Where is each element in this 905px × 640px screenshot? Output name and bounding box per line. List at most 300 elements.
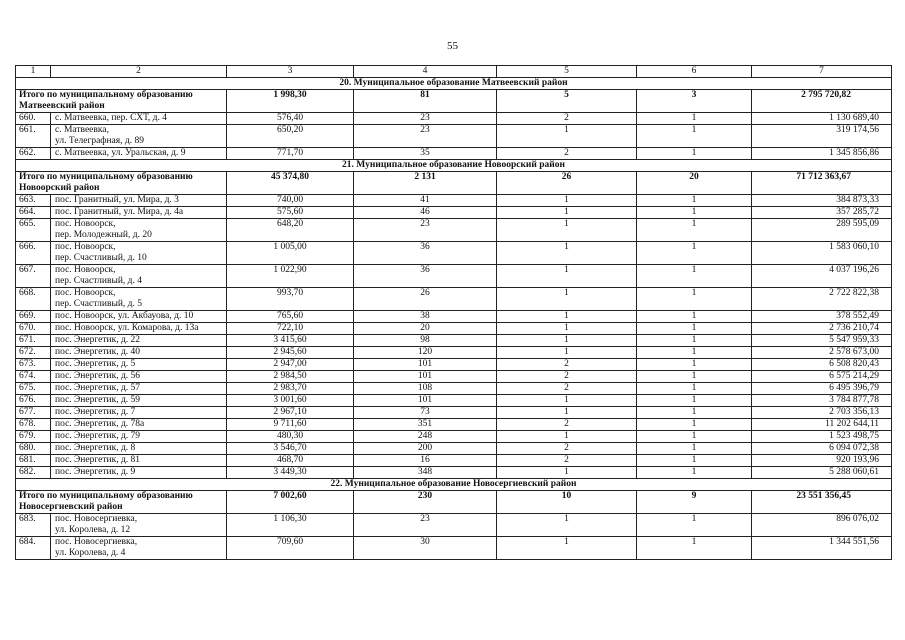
row-col6 (637, 514, 752, 537)
row-cost (752, 242, 892, 265)
column-header: 1 (16, 66, 51, 78)
table-body (16, 66, 892, 560)
column-header-row (16, 66, 892, 78)
row-residents-text: 98 (420, 335, 430, 345)
row-area-text: 2 947,00 (273, 359, 307, 369)
row-address-text: пос. Энергетик, д. 79 (55, 431, 141, 441)
row-address (51, 148, 227, 160)
row-number (16, 265, 51, 288)
row-cost-text: 1 344 551,56 (829, 537, 879, 547)
row-cost-text: 1 523 498,75 (829, 431, 879, 441)
table-row (16, 359, 892, 371)
total-col5-text: 5 (564, 90, 569, 100)
row-col5-text: 1 (564, 514, 569, 524)
row-residents (354, 207, 497, 219)
row-cost-text: 2 722 822,38 (829, 288, 879, 298)
row-residents-text: 23 (420, 113, 430, 123)
section-title-row (16, 479, 892, 491)
row-address-text: пос. Новоорск, (55, 288, 116, 298)
row-col5-text: 1 (564, 219, 569, 229)
row-number-text: 663. (19, 195, 36, 205)
row-number-text: 679. (19, 431, 36, 441)
table-row (16, 455, 892, 467)
row-col6-text: 1 (691, 335, 697, 345)
row-cost (752, 514, 892, 537)
row-address-text: пос. Энергетик, д. 5 (55, 359, 136, 369)
total-label (16, 491, 227, 514)
row-area (227, 288, 354, 311)
row-area (227, 242, 354, 265)
row-col6-text: 1 (691, 537, 697, 547)
row-address-text: пос. Новоорск, (55, 219, 116, 229)
table-row (16, 125, 892, 148)
row-number-text: 680. (19, 443, 36, 453)
row-number-text: 660. (19, 113, 36, 123)
row-number (16, 431, 51, 443)
row-residents-text: 16 (420, 455, 430, 465)
row-residents (354, 443, 497, 455)
row-col5 (497, 311, 637, 323)
row-cost-text: 357 285,72 (836, 207, 879, 217)
row-area-text: 576,40 (276, 113, 304, 123)
row-col6 (637, 125, 752, 148)
row-col6-text: 1 (691, 407, 697, 417)
row-col6-text: 1 (691, 113, 697, 123)
row-col5-text: 2 (564, 419, 569, 429)
table-row (16, 407, 892, 419)
total-cost (752, 90, 892, 113)
total-col5-text: 10 (561, 491, 572, 501)
total-label-text: Новосергиевский район (19, 502, 123, 512)
row-number-text: 668. (19, 288, 36, 298)
row-area-text: 709,60 (276, 537, 304, 547)
row-col6 (637, 371, 752, 383)
row-address (51, 419, 227, 431)
row-cost-text: 4 037 196,26 (829, 265, 879, 275)
row-col5 (497, 148, 637, 160)
row-address (51, 311, 227, 323)
row-col5-text: 2 (564, 443, 569, 453)
row-area (227, 514, 354, 537)
row-residents-text: 30 (420, 537, 430, 547)
row-cost (752, 125, 892, 148)
row-number (16, 347, 51, 359)
row-area-text: 3 415,60 (273, 335, 307, 345)
total-col6 (637, 90, 752, 113)
row-cost-text: 920 193,96 (836, 455, 879, 465)
row-cost-text: 5 288 060,61 (829, 467, 879, 477)
table-row (16, 219, 892, 242)
row-area-text: 3 546,70 (273, 443, 307, 453)
row-cost (752, 323, 892, 335)
row-area (227, 148, 354, 160)
row-address-text: пос. Новосергиевка, (55, 537, 138, 547)
total-col5 (497, 172, 637, 195)
table-row (16, 323, 892, 335)
row-col6 (637, 323, 752, 335)
section-title (16, 160, 892, 172)
row-cost-text: 319 174,56 (836, 125, 879, 135)
total-col5 (497, 90, 637, 113)
row-area-text: 740,00 (276, 195, 304, 205)
row-number-text: 669. (19, 311, 36, 321)
row-address (51, 443, 227, 455)
row-cost-text: 6 495 396,79 (829, 383, 879, 393)
row-address-text: ул. Королева, д. 4 (55, 548, 126, 558)
row-col6-text: 1 (691, 288, 697, 298)
row-address (51, 359, 227, 371)
row-cost-text: 6 508 820,43 (829, 359, 879, 369)
row-cost-text: 289 595,09 (836, 219, 879, 229)
row-residents-text: 351 (417, 419, 433, 429)
row-number (16, 288, 51, 311)
row-address-text: пос. Энергетик, д. 59 (55, 395, 141, 405)
row-col6-text: 1 (691, 311, 697, 321)
total-cost-text: 23 551 356,45 (796, 491, 851, 501)
row-area-text: 3 001,60 (273, 395, 307, 405)
row-address-text: с. Матвеевка, пер. СХТ, д. 4 (55, 113, 168, 123)
row-col6-text: 1 (691, 125, 697, 135)
row-address-text: пос. Энергетик, д. 56 (55, 371, 141, 381)
row-col5-text: 1 (564, 311, 569, 321)
row-residents (354, 537, 497, 560)
row-cost (752, 195, 892, 207)
row-cost (752, 443, 892, 455)
row-residents (354, 407, 497, 419)
row-col5 (497, 467, 637, 479)
row-number (16, 219, 51, 242)
row-area (227, 265, 354, 288)
row-number (16, 383, 51, 395)
total-residents-text: 230 (417, 491, 433, 501)
row-col5-text: 1 (564, 195, 569, 205)
row-address (51, 407, 227, 419)
row-col5 (497, 431, 637, 443)
table-row (16, 265, 892, 288)
row-col5-text: 2 (564, 371, 569, 381)
column-header: 2 (51, 66, 227, 78)
row-col5 (497, 455, 637, 467)
row-number-text: 684. (19, 537, 36, 547)
row-col6 (637, 455, 752, 467)
total-area-text: 7 002,60 (273, 491, 307, 501)
row-area (227, 347, 354, 359)
row-number-text: 683. (19, 514, 36, 524)
row-address-text: пос. Энергетик, д. 22 (55, 335, 141, 345)
row-residents-text: 248 (417, 431, 433, 441)
row-address-text: с. Матвеевка, (55, 125, 109, 135)
row-number (16, 207, 51, 219)
row-area (227, 207, 354, 219)
row-cost (752, 407, 892, 419)
row-col5-text: 1 (564, 207, 569, 217)
table-row (16, 148, 892, 160)
row-col6-text: 1 (691, 148, 697, 158)
table-row (16, 288, 892, 311)
row-area-text: 468,70 (276, 455, 304, 465)
table-row (16, 242, 892, 265)
row-address (51, 431, 227, 443)
row-address (51, 514, 227, 537)
row-residents (354, 335, 497, 347)
total-label (16, 172, 227, 195)
row-address (51, 288, 227, 311)
total-cost-text: 2 795 720,82 (801, 90, 851, 100)
row-residents (354, 359, 497, 371)
row-col5 (497, 207, 637, 219)
row-col6 (637, 537, 752, 560)
row-address-text: пос. Энергетик, д. 57 (55, 383, 141, 393)
row-col5 (497, 371, 637, 383)
row-cost-text: 3 784 877,78 (829, 395, 879, 405)
row-cost (752, 371, 892, 383)
row-col5-text: 1 (564, 265, 569, 275)
row-area-text: 2 967,10 (273, 407, 307, 417)
row-col6 (637, 148, 752, 160)
row-residents-text: 26 (420, 288, 430, 298)
row-number-text: 671. (19, 335, 36, 345)
row-address (51, 537, 227, 560)
row-address (51, 207, 227, 219)
row-cost (752, 359, 892, 371)
row-residents-text: 108 (417, 383, 433, 393)
row-cost (752, 431, 892, 443)
row-area-text: 1 022,90 (273, 265, 307, 275)
row-residents (354, 419, 497, 431)
row-residents (354, 148, 497, 160)
row-residents-text: 73 (420, 407, 430, 417)
row-col6-text: 1 (691, 395, 697, 405)
row-area-text: 648,20 (276, 219, 304, 229)
row-area (227, 125, 354, 148)
row-area (227, 467, 354, 479)
row-area-text: 9 711,60 (273, 419, 307, 429)
row-cost-text: 896 076,02 (836, 514, 879, 524)
row-col5 (497, 359, 637, 371)
row-col5-text: 1 (564, 431, 569, 441)
row-address (51, 347, 227, 359)
row-address-text: пос. Энергетик, д. 81 (55, 455, 141, 465)
row-area-text: 2 984,50 (273, 371, 307, 381)
row-address-text: пер. Счастливый, д. 10 (55, 253, 147, 263)
row-area-text: 1 005,00 (273, 242, 307, 252)
table-row (16, 419, 892, 431)
row-number (16, 443, 51, 455)
row-col5 (497, 347, 637, 359)
row-address (51, 395, 227, 407)
row-address (51, 335, 227, 347)
total-residents (354, 491, 497, 514)
row-number-text: 677. (19, 407, 36, 417)
row-col6 (637, 113, 752, 125)
row-col5 (497, 125, 637, 148)
row-col5 (497, 537, 637, 560)
column-header: 6 (637, 66, 752, 78)
row-cost-text: 2 703 356,13 (829, 407, 879, 417)
row-number (16, 148, 51, 160)
row-area-text: 3 449,30 (273, 467, 307, 477)
row-cost-text: 6 575 214,29 (829, 371, 879, 381)
row-residents (354, 288, 497, 311)
row-address-text: пос. Энергетик, д. 78а (55, 419, 145, 429)
total-residents-text: 81 (420, 90, 430, 100)
row-number-text: 670. (19, 323, 36, 333)
row-residents-text: 120 (417, 347, 433, 357)
row-cost (752, 207, 892, 219)
row-col6 (637, 335, 752, 347)
row-col6 (637, 443, 752, 455)
total-cost (752, 491, 892, 514)
row-cost (752, 219, 892, 242)
row-col5 (497, 335, 637, 347)
row-area-text: 722,10 (276, 323, 304, 333)
table-row (16, 335, 892, 347)
row-cost-text: 378 552,49 (836, 311, 879, 321)
row-residents (354, 323, 497, 335)
row-area (227, 419, 354, 431)
row-cost (752, 467, 892, 479)
row-address-text: пос. Новоорск, ул. Акбауова, д. 10 (55, 311, 194, 321)
row-col6-text: 1 (691, 467, 697, 477)
table-row (16, 195, 892, 207)
total-area (227, 90, 354, 113)
total-col6-text: 9 (691, 491, 697, 501)
row-address (51, 113, 227, 125)
column-header: 5 (497, 66, 637, 78)
table-row (16, 383, 892, 395)
row-area (227, 537, 354, 560)
row-residents (354, 195, 497, 207)
row-col6 (637, 359, 752, 371)
row-col5-text: 1 (564, 395, 569, 405)
section-title-text: 20. Муниципальное образование Матвеевский район (339, 78, 568, 88)
row-col5-text: 2 (564, 148, 569, 158)
row-residents (354, 455, 497, 467)
row-residents-text: 20 (420, 323, 430, 333)
row-address-text: пос. Гранитный, ул. Мира, д. 4а (55, 207, 184, 217)
row-area (227, 219, 354, 242)
row-cost-text: 1 345 856,86 (829, 148, 879, 158)
row-col6-text: 1 (691, 359, 697, 369)
row-col5 (497, 407, 637, 419)
row-cost (752, 311, 892, 323)
total-label (16, 90, 227, 113)
row-address (51, 219, 227, 242)
row-area (227, 113, 354, 125)
total-row (16, 491, 892, 514)
row-area (227, 195, 354, 207)
row-residents-text: 348 (417, 467, 433, 477)
row-address (51, 195, 227, 207)
table-row (16, 371, 892, 383)
row-col5-text: 1 (564, 288, 569, 298)
row-address-text: пер. Молодежный, д. 20 (55, 230, 152, 240)
row-number-text: 662. (19, 148, 36, 158)
row-cost-text: 1 583 060,10 (829, 242, 879, 252)
row-residents (354, 265, 497, 288)
row-residents-text: 38 (420, 311, 430, 321)
total-label-text: Итого по муниципальному образованию (19, 90, 193, 100)
row-residents-text: 35 (420, 148, 430, 158)
row-col5 (497, 265, 637, 288)
row-residents-text: 46 (420, 207, 430, 217)
row-residents (354, 219, 497, 242)
row-residents (354, 125, 497, 148)
row-cost-text: 2 736 210,74 (829, 323, 879, 333)
total-residents (354, 90, 497, 113)
total-col5-text: 26 (561, 172, 572, 182)
row-col5 (497, 383, 637, 395)
row-address-text: пос. Энергетик, д. 8 (55, 443, 136, 453)
table-row (16, 467, 892, 479)
total-label-text: Итого по муниципальному образованию (19, 491, 193, 501)
table-row (16, 113, 892, 125)
row-number (16, 195, 51, 207)
row-col6 (637, 383, 752, 395)
row-residents (354, 395, 497, 407)
row-col6-text: 1 (691, 323, 697, 333)
row-residents-text: 41 (420, 195, 430, 205)
row-col6-text: 1 (691, 514, 697, 524)
total-residents (354, 172, 497, 195)
row-residents-text: 200 (417, 443, 433, 453)
row-col6 (637, 195, 752, 207)
row-address-text: пос. Новоорск, (55, 242, 116, 252)
row-residents-text: 23 (420, 219, 430, 229)
row-residents (354, 347, 497, 359)
total-area-text: 1 998,30 (273, 90, 307, 100)
row-cost-text: 384 873,33 (836, 195, 879, 205)
row-col5 (497, 288, 637, 311)
row-address-text: пос. Гранитный, ул. Мира, д. 3 (55, 195, 179, 205)
row-cost (752, 383, 892, 395)
row-residents-text: 101 (417, 371, 433, 381)
row-cost (752, 113, 892, 125)
row-col5 (497, 419, 637, 431)
row-col6-text: 1 (691, 242, 697, 252)
row-number-text: 673. (19, 359, 36, 369)
row-number (16, 359, 51, 371)
row-number-text: 682. (19, 467, 36, 477)
column-header: 4 (354, 66, 497, 78)
row-col6-text: 1 (691, 347, 697, 357)
row-cost-text: 2 578 673,00 (829, 347, 879, 357)
row-col5-text: 1 (564, 242, 569, 252)
row-number-text: 678. (19, 419, 36, 429)
row-number (16, 113, 51, 125)
row-number-text: 665. (19, 219, 36, 229)
row-col6-text: 1 (691, 219, 697, 229)
row-col5 (497, 395, 637, 407)
total-label-text: Новоорский район (19, 183, 100, 193)
row-col6 (637, 431, 752, 443)
row-cost (752, 455, 892, 467)
row-number (16, 371, 51, 383)
row-number-text: 672. (19, 347, 36, 357)
row-cost-text: 11 202 644,11 (825, 419, 879, 429)
total-col6-text: 20 (689, 172, 699, 182)
row-area-text: 575,60 (276, 207, 304, 217)
row-residents-text: 23 (420, 514, 430, 524)
row-col5-text: 1 (564, 407, 569, 417)
row-cost (752, 148, 892, 160)
row-area-text: 771,70 (276, 148, 304, 158)
row-address-text: ул. Королева, д. 12 (55, 525, 131, 535)
row-area (227, 371, 354, 383)
section-title-row (16, 160, 892, 172)
section-title-row (16, 78, 892, 90)
row-number-text: 681. (19, 455, 36, 465)
